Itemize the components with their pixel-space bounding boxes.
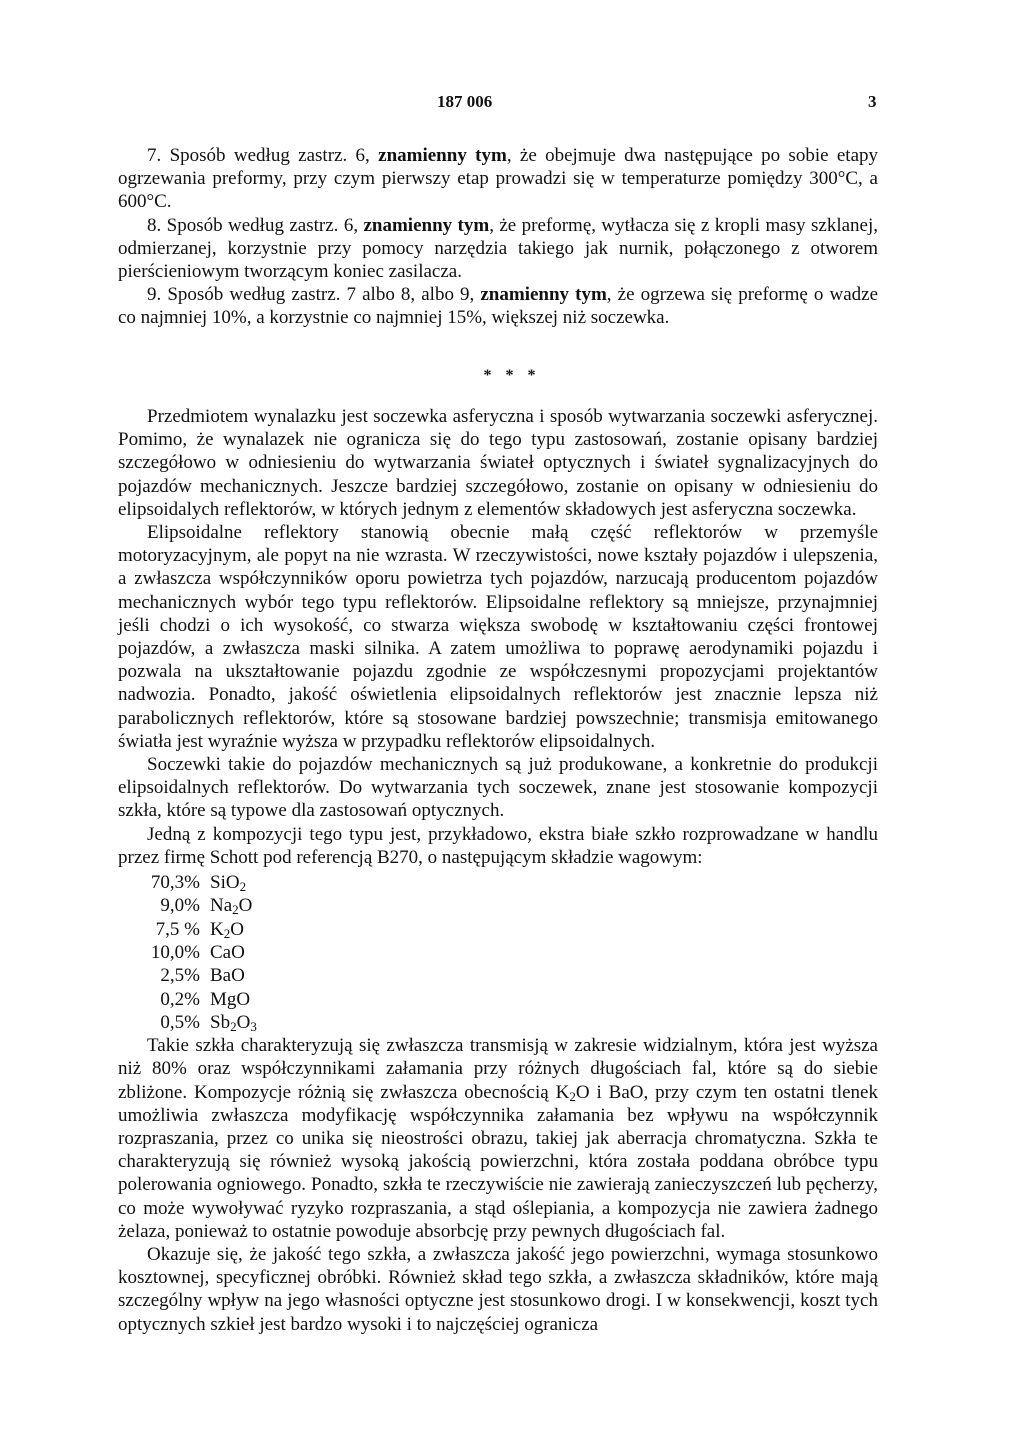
description-paragraph: Takie szkła charakteryzują się zwłaszcza transmisją w zakresie widzialnym, która jest wyższa niż 80% oraz współczynnikami załamania przy różnych długościach fal, które są do siebie zbliżone. Kompozycje różnią się zwłaszcza obecnością $K_2O$ i BaO, przy czym ten ostatni tlenek umożliwia zwłaszcza modyfikację współczynnika załamania bez wpływu na współczynnik rozpraszania, przez co unika się nieostrości obrazu, takiej jak aberracja chromatyczna. Szkła te charakteryzują się również wysoką jakością powierzchni, która została poddana obróbce typu polerowania ogniowego. Ponadto, szkła te rzeczywiście nie zawierają zanieczyszczeń lub pęcherzy, co może wywoływać ryzyko rozpraszania, a stąd oślepiania, a kompozycja nie zawiera żadnego żelaza, ponieważ to ostatnie powoduje absorbcję przy pewnych długościach fal. <box>118 1035 878 1242</box>
section-separator: * * * <box>483 367 541 384</box>
composition-row: 70,3% SiO$_2$ <box>150 872 247 895</box>
description-paragraph: Jedną z kompozycji tego typu jest, przykładowo, ekstra białe szkło rozprowadzane w handlu przez firmę Schott pod referencją B270, o następującym składzie wagowym: <box>118 823 878 868</box>
description-paragraph: Elipsoidalne reflektory stanowią obecnie małą część reflektorów w przemyśle motoryzacyjnym, ale popyt na nie wzrasta. W rzeczywistości, nowe kształy pojazdów i ulepszenia, a zwłaszcza współczynników oporu powietrza tych pojazdów, narzucają producentom pojazdów mechanicznych wybór tego typu reflektorów. Elipsoidalne reflektory są mniejsze, przynajmniej jeśli chodzi o ich wysokość, co stwarza większa swobodę w kształtowaniu części frontowej pojazdów, a zwłaszcza maski silnika. A zatem umożliwa to poprawę aerodynamiki pojazdu i pozwala na ukształtowanie pojazdu zgodnie ze współczesnymi propozycjami projektantów nadwozia. Ponadto, jakość oświetlenia elipsoidalnych reflektorów jest znacznie lepsza niż parabolicznych reflektorów, które są stosowane bardziej powszechnie; transmisja emitowanego światła jest wyraźnie wyższa w przypadku reflektorów elipsoidalnych. <box>118 522 878 752</box>
claims-section <box>118 144 878 330</box>
chemical-formula: $K_2O$ <box>210 918 244 941</box>
claim-7: 7. Sposób według zastrz. 6, znamienny tym, że obejmuje dwa następujące po sobie etapy ogrzewania preformy, przy czym pierwszy etap prowadzi się w temperaturze pomiędzy 300°C, a 600°C. <box>118 145 879 213</box>
claim-9: 9. Sposób według zastrz. 7 albo 8, albo 9, znamienny tym, że ogrzewa się preformę o wadze co najmniej 10%, a korzystnie co najmniej 15%, większej niż soczewka. <box>118 284 879 329</box>
composition-row: 0,5% $Sb_2O_3$ <box>160 1011 257 1034</box>
page-number: 3 <box>868 92 877 111</box>
composition-row: 10,0% CaO <box>150 941 245 963</box>
document-number: 187 006 <box>437 92 493 111</box>
description-section <box>118 405 878 1336</box>
description-paragraph: Przedmiotem wynalazku jest soczewka asferyczna i sposób wytwarzania soczewki asferycznej. Pomimo, że wynalazek nie ogranicza się do tego typu zastosowań, zostanie opisany bardziej szczegółowo w odniesieniu do wytwarzania świateł optycznych i świateł sygnalizacyjnych do pojazdów mechanicznych. Jeszcze bardziej szczegółowo, zostanie on opisany w odniesieniu do elipsoidalych reflektorów, w których jednym z elementów składowych jest asferyczna soczewka. <box>118 406 878 520</box>
description-paragraph: Okazuje się, że jakość tego szkła, a zwłaszcza jakość jego powierzchni, wymaga stosunkowo kosztownej, specyficznej obróbki. Również skład tego szkła, a zwłaszcza składników, które mają szczególny wpływ na jego własności optyczne jest stosunkowo drogi. I w konsekwencji, koszt tych optycznych szkieł jest bardzo wysoki i to najczęściej ogranicza <box>118 1243 878 1335</box>
chemical-formula: CaO <box>210 941 245 963</box>
chemical-formula: MgO <box>210 988 251 1010</box>
page-header <box>0 92 1024 116</box>
description-paragraph: Soczewki takie do pojazdów mechanicznych są już produkowane, a konkretnie do produkcji elipsoidalnych reflektorów. Do wytwarzania tych soczewek, znane jest stosowanie kompozycji szkła, które są typowe dla zastosowań optycznych. <box>118 754 878 822</box>
claim-8: 8. Sposób według zastrz. 6, znamienny tym, że preformę, wytłacza się z kropli masy szklanej, odmierzanej, korzystnie przy pomocy narzędzia takiego jak nurnik, połączonego z otworem pierścieniowym tworzącym koniec zasilacza. <box>118 214 878 283</box>
chemical-formula: BaO <box>210 965 245 987</box>
composition-row: 9,0% $Na_2O$ <box>160 895 253 918</box>
chemical-formula: $Na_2O$ <box>210 895 253 918</box>
composition-row: 7,5 % $K_2O$ <box>155 918 244 941</box>
chemical-formula: $Sb_2O_3$ <box>210 1011 257 1034</box>
composition-row: 2,5% BaO <box>160 965 245 987</box>
composition-row: 0,2% MgO <box>160 988 251 1010</box>
glass-composition-list <box>118 871 878 1034</box>
chemical-formula: SiO$_2$ <box>210 872 247 895</box>
